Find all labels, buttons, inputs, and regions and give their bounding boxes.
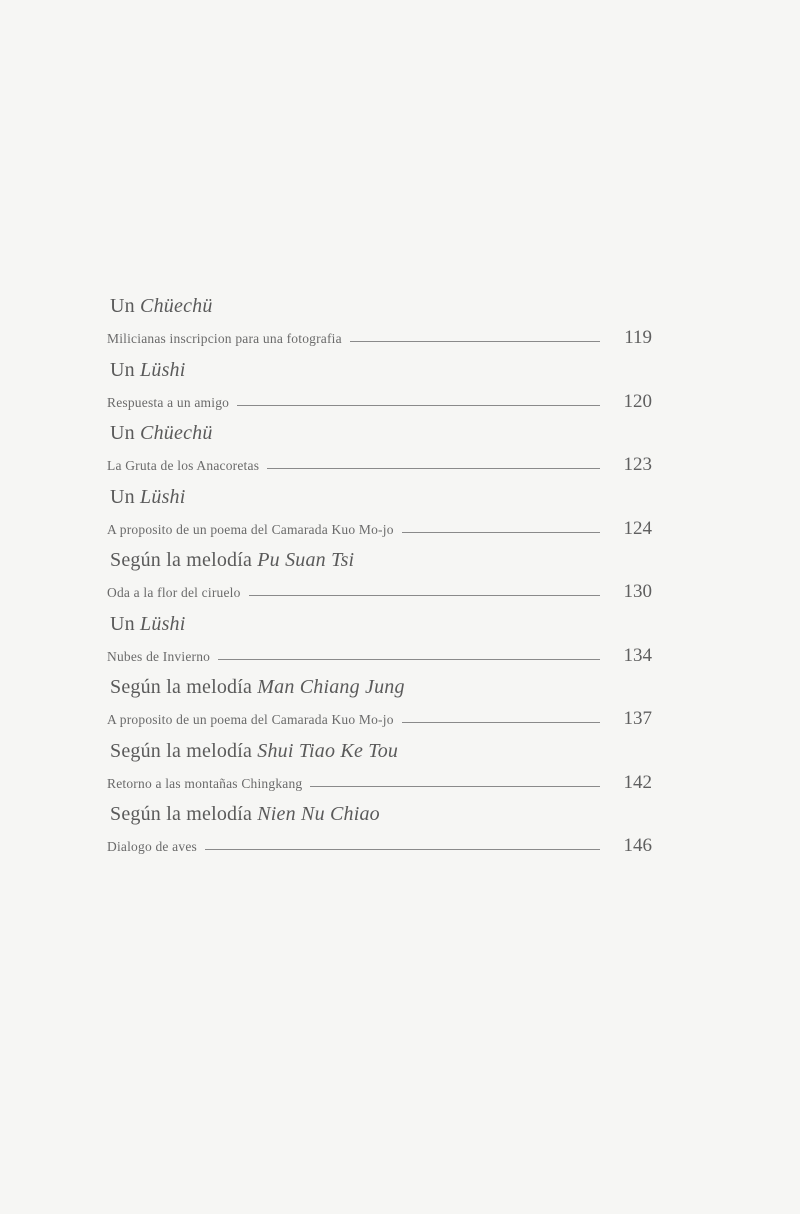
toc-entry-line bbox=[107, 645, 652, 667]
dot-leader bbox=[249, 595, 600, 596]
toc-entry-line bbox=[107, 454, 652, 476]
toc-entry-line bbox=[107, 708, 652, 730]
toc-entry-page-number: 120 bbox=[623, 390, 652, 412]
heading-form-name: Chüechü bbox=[140, 422, 213, 444]
toc-entry-subtitle: A proposito de un poema del Camarada Kuo Mo-jo bbox=[107, 521, 394, 537]
toc-entry-subtitle: Dialogo de aves bbox=[107, 839, 197, 854]
table-of-contents bbox=[107, 295, 652, 867]
toc-entry-subtitle: Milicianas inscripcion para una fotografia bbox=[107, 331, 342, 346]
toc-entry-page-number: 137 bbox=[623, 708, 652, 729]
toc-entry-heading bbox=[110, 295, 213, 318]
toc-entry-page-number: 146 bbox=[623, 835, 652, 856]
toc-entry bbox=[107, 613, 652, 677]
dot-leader bbox=[402, 532, 600, 533]
toc-entry bbox=[107, 486, 652, 550]
toc-entry bbox=[107, 549, 652, 613]
toc-entry-page-number: 119 bbox=[624, 327, 652, 348]
toc-entry-line bbox=[107, 581, 652, 603]
heading-form-name: Lüshi bbox=[140, 485, 186, 508]
dot-leader bbox=[218, 659, 600, 660]
heading-form-name: Lüshi bbox=[140, 358, 186, 381]
toc-entry-heading bbox=[110, 676, 405, 699]
toc-entry-heading bbox=[110, 549, 354, 572]
toc-entry-subtitle: Nubes de Invierno bbox=[107, 648, 211, 664]
toc-entry-heading bbox=[110, 422, 213, 445]
heading-form-name: Lüshi bbox=[140, 612, 186, 635]
toc-entry-line bbox=[107, 327, 652, 349]
toc-entry-page-number: 124 bbox=[623, 517, 652, 539]
heading-form-name: Man Chiang Jung bbox=[257, 676, 405, 698]
toc-entry-heading bbox=[110, 803, 380, 826]
toc-entry-page-number: 142 bbox=[623, 771, 652, 793]
heading-prefix: Según la melodía bbox=[110, 676, 258, 698]
toc-entry-line bbox=[107, 835, 652, 857]
toc-entry bbox=[107, 676, 652, 740]
heading-prefix: Un bbox=[110, 358, 141, 381]
toc-entry-subtitle: Retorno a las montañas Chingkang bbox=[107, 775, 303, 791]
dot-leader bbox=[350, 341, 600, 342]
dot-leader bbox=[205, 849, 600, 850]
toc-entry bbox=[107, 295, 652, 359]
dot-leader bbox=[267, 468, 600, 469]
heading-prefix: Un bbox=[110, 485, 141, 508]
heading-prefix: Según la melodía bbox=[110, 549, 258, 571]
toc-entry-line bbox=[107, 518, 652, 540]
toc-entry-subtitle: La Gruta de los Anacoretas bbox=[107, 458, 260, 473]
heading-prefix: Un bbox=[110, 422, 141, 444]
toc-entry-heading bbox=[110, 359, 186, 382]
toc-entry bbox=[107, 422, 652, 486]
heading-form-name: Chüechü bbox=[140, 295, 213, 317]
toc-entry-line bbox=[107, 772, 652, 794]
dot-leader bbox=[237, 405, 600, 406]
toc-entry bbox=[107, 359, 652, 423]
heading-prefix: Un bbox=[110, 295, 141, 317]
toc-entry-subtitle: Oda a la flor del ciruelo bbox=[107, 585, 241, 600]
toc-entry-heading bbox=[110, 486, 186, 509]
toc-entry-heading bbox=[110, 740, 398, 763]
heading-prefix: Según la melodía bbox=[110, 739, 258, 762]
toc-entry-page-number: 123 bbox=[623, 454, 652, 475]
heading-prefix: Según la melodía bbox=[110, 803, 258, 825]
dot-leader bbox=[402, 722, 600, 723]
toc-entry-page-number: 130 bbox=[623, 581, 652, 602]
heading-prefix: Un bbox=[110, 612, 141, 635]
toc-entry-heading bbox=[110, 613, 186, 636]
toc-entry-subtitle: Respuesta a un amigo bbox=[107, 394, 230, 410]
toc-entry-page-number: 134 bbox=[623, 644, 652, 666]
toc-entry bbox=[107, 803, 652, 867]
heading-form-name: Nien Nu Chiao bbox=[257, 803, 380, 825]
toc-entry-subtitle: A proposito de un poema del Camarada Kuo Mo-jo bbox=[107, 712, 394, 727]
dot-leader bbox=[310, 786, 600, 787]
toc-entry bbox=[107, 740, 652, 804]
toc-entry-line bbox=[107, 391, 652, 413]
heading-form-name: Shui Tiao Ke Tou bbox=[257, 739, 399, 762]
heading-form-name: Pu Suan Tsi bbox=[257, 549, 355, 571]
